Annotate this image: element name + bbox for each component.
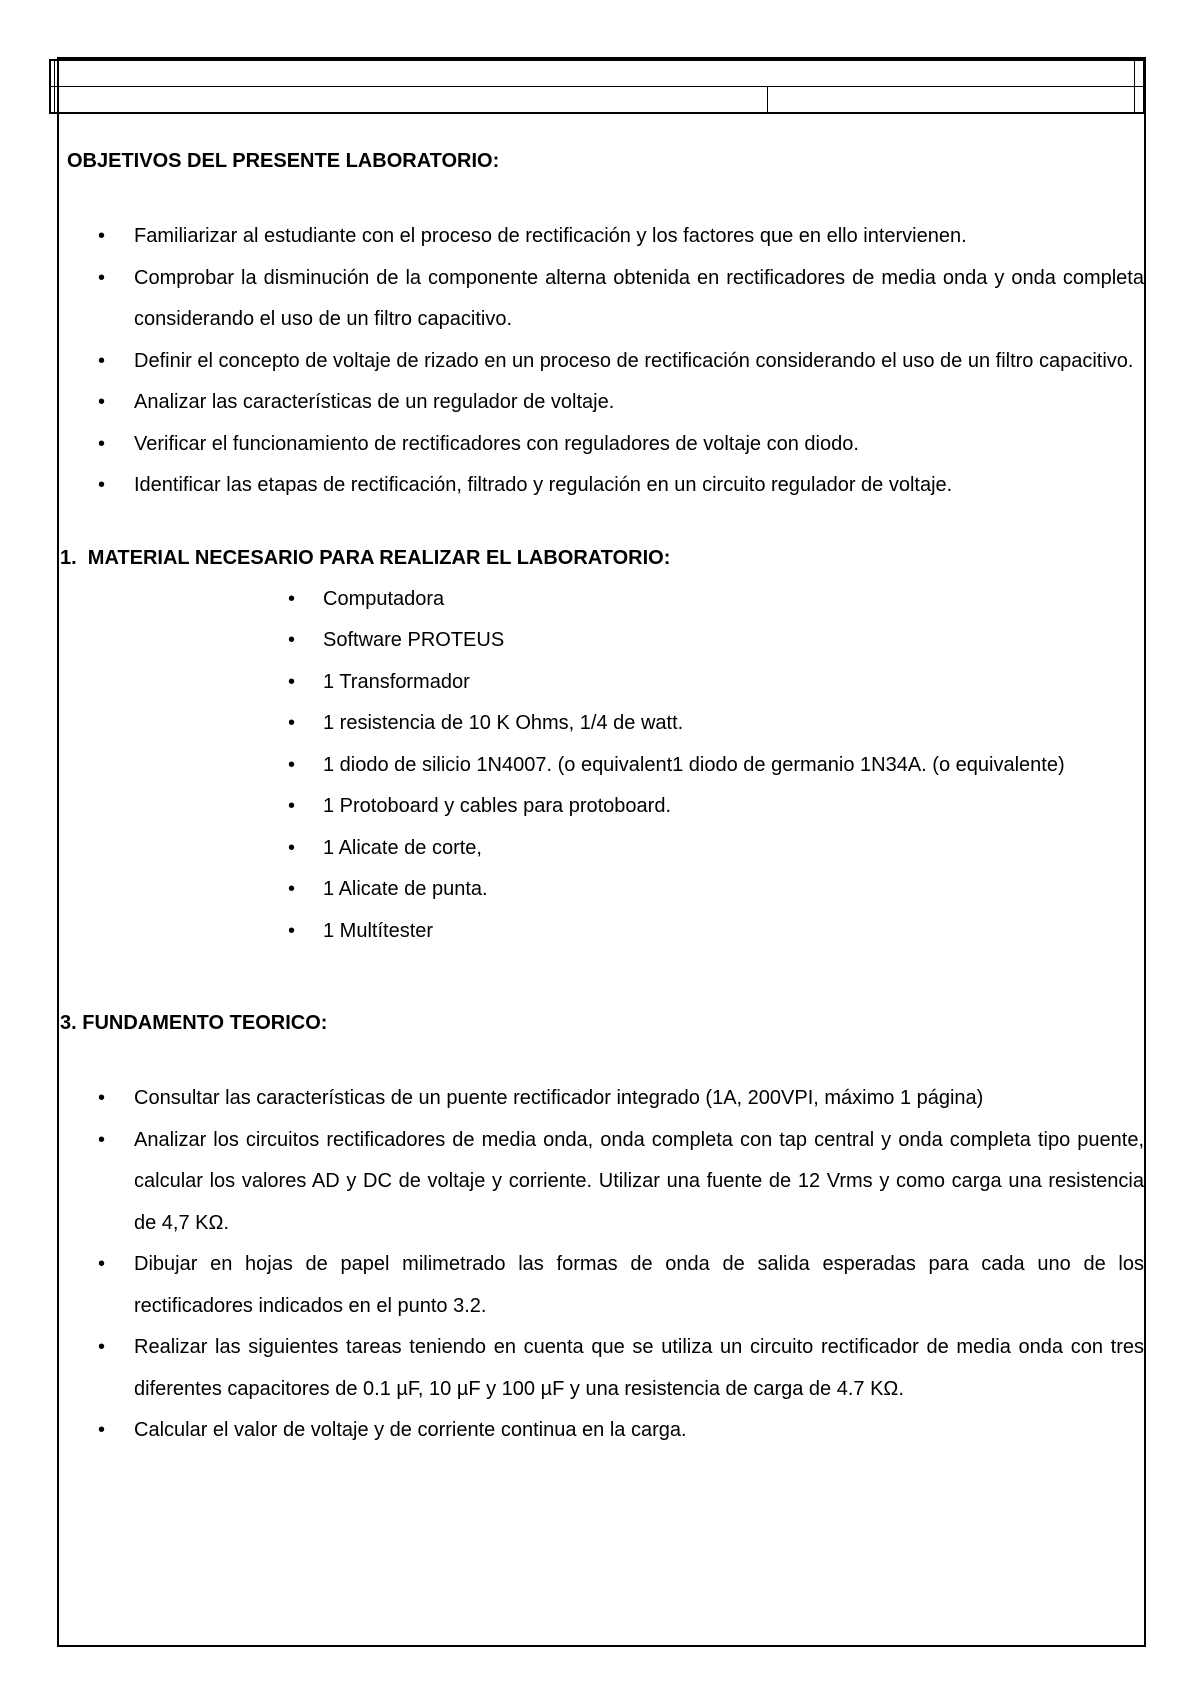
bullet-icon: • [98,349,106,372]
list-item: • Verificar el funcionamiento de rectificadores con reguladores de voltaje con diodo. [60,424,1144,466]
bullet-icon: • [98,391,106,413]
list-item: • 1 Alicate de punta. [60,869,1144,911]
bullet-icon: • [288,919,296,942]
bullet-icon: • [98,432,106,455]
list-item: • Calcular el valor de voltaje y de corriente continua en la carga. [60,1410,1144,1452]
document-body [60,140,1144,1452]
list-item: • 1 Alicate de corte, [60,828,1144,870]
list-item: • Comprobar la disminución de la componente alterna obtenida en rectificadores de media onda y onda completa considerando el uso de un filtro capacitivo. [60,258,1144,341]
objectives-heading: OBJETIVOS DEL PRESENTE LABORATORIO: [67,150,500,172]
bullet-icon: • [288,629,296,651]
list-item: • Consultar las características de un puente rectificador integrado (1A, 200VPI, máximo 1 página) [60,1078,1144,1120]
list-item: • 1 diodo de silicio 1N4007. (o equivalent1 diodo de germanio 1N34A. (o equivalente) [60,745,1144,787]
header-table [49,59,1145,114]
materials-list [60,579,1144,953]
list-item: • Identificar las etapas de rectificación, filtrado y regulación en un circuito regulador de voltaje. [60,465,1144,507]
bullet-icon: • [288,878,296,900]
list-item: • Definir el concepto de voltaje de rizado en un proceso de rectificación considerando el uso de un filtro capacitivo. [60,341,1144,383]
bullet-icon: • [98,225,106,247]
list-item: • 1 resistencia de 10 K Ohms, 1/4 de watt. [60,703,1144,745]
list-item: • 1 Transformador [60,662,1144,704]
list-item: • 1 Multítester [60,911,1144,953]
theory-heading: 3. FUNDAMENTO TEORICO: [60,1012,328,1034]
bullet-icon: • [98,1128,106,1151]
bullet-icon: • [288,836,296,859]
bullet-icon: • [288,587,296,610]
list-item: • Software PROTEUS [60,620,1144,662]
list-item: • Realizar las siguientes tareas teniendo en cuenta que se utiliza un circuito rectificador de media onda con tres diferentes capacitores de 0.1 µF, 10 µF y 100 µF y una resistencia de carga de 4.7 KΩ. [60,1327,1144,1410]
bullet-icon: • [98,1087,106,1109]
header-row-divider [51,86,1143,87]
list-item: • Analizar los circuitos rectificadores de media onda, onda completa con tap central y onda completa tipo puente, calcular los valores AD y DC de voltaje y corriente. Utilizar una fuente de 12 Vrms y como carga una resistencia de 4,7 KΩ. [60,1120,1144,1245]
list-item: • Familiarizar al estudiante con el proceso de rectificación y los factores que en ello intervienen. [60,216,1144,258]
bullet-icon: • [288,712,296,734]
list-item: • 1 Protoboard y cables para protoboard. [60,786,1144,828]
bullet-icon: • [98,474,106,496]
bullet-icon: • [98,1336,106,1358]
bullet-icon: • [98,1419,106,1441]
bullet-icon: • [98,1253,106,1275]
bullet-icon: • [288,753,296,776]
bullet-icon: • [288,795,296,817]
theory-list [60,1078,1144,1452]
materials-heading: 1. MATERIAL NECESARIO PARA REALIZAR EL LABORATORIO: [60,546,671,569]
bullet-icon: • [288,670,296,693]
bullet-icon: • [98,266,106,289]
list-item: • Computadora [60,579,1144,621]
header-column-divider [767,87,768,112]
list-item: • Dibujar en hojas de papel milimetrado las formas de onda de salida esperadas para cada uno de los rectificadores indicados en el punto 3.2. [60,1244,1144,1327]
list-item: • Analizar las características de un regulador de voltaje. [60,382,1144,424]
objectives-list [60,216,1144,507]
